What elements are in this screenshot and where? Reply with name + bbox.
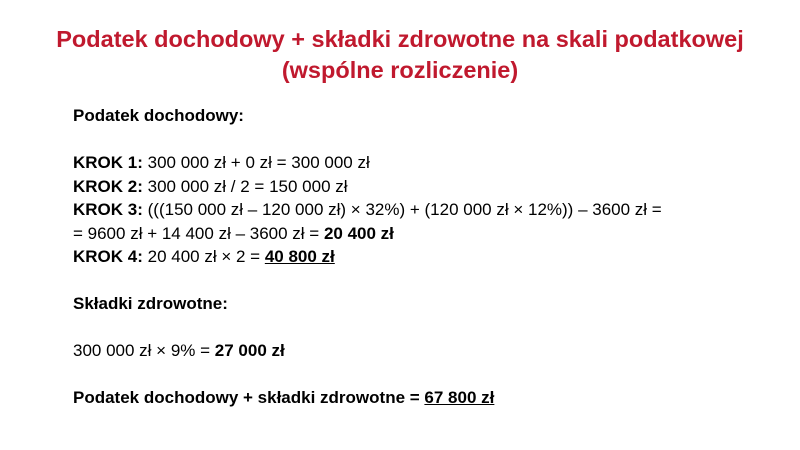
spacer (73, 269, 773, 293)
total-label: Podatek dochodowy + składki zdrowotne = (73, 388, 425, 407)
income-tax-heading: Podatek dochodowy: (73, 106, 244, 125)
step-4-result: 40 800 zł (264, 247, 335, 266)
step-3-continuation-text: = 9600 zł + 14 400 zł – 3600 zł = (73, 223, 324, 243)
title-line-2: (wspólne rozliczenie) (281, 57, 519, 83)
step-1 (73, 151, 773, 175)
health-heading: Składki zdrowotne: (73, 294, 228, 313)
step-2-label: KROK 2: (73, 176, 143, 196)
step-3-result: 20 400 zł (323, 223, 394, 243)
health-result: 27 000 zł (214, 341, 285, 360)
slide-content (73, 104, 773, 410)
spacer (73, 316, 773, 340)
step-2 (73, 175, 773, 199)
health-formula: 300 000 zł × 9% = (73, 341, 215, 360)
spacer (73, 128, 773, 152)
step-3-text: (((150 000 zł – 120 000 zł) × 32%) + (120 000 zł × 12%)) – 3600 zł = (142, 200, 662, 219)
step-1-text: 300 000 zł + 0 zł = 300 000 zł (142, 153, 370, 172)
step-4-label: KROK 4: (73, 247, 143, 266)
step-2-text: 300 000 zł / 2 = 150 000 zł (142, 176, 348, 196)
step-4 (73, 245, 773, 269)
total-line (73, 386, 773, 410)
health-formula-line (73, 339, 773, 363)
step-3-label: KROK 3: (73, 200, 143, 219)
step-1-label: KROK 1: (73, 153, 143, 172)
step-4-text: 20 400 zł × 2 = (142, 247, 265, 266)
title-line-1: Podatek dochodowy + składki zdrowotne na skali podatkowej (56, 26, 744, 52)
total-result: 67 800 zł (424, 388, 495, 407)
spacer (73, 363, 773, 387)
slide-title (20, 24, 780, 86)
step-3 (73, 198, 773, 222)
step-3-continuation (73, 222, 773, 246)
